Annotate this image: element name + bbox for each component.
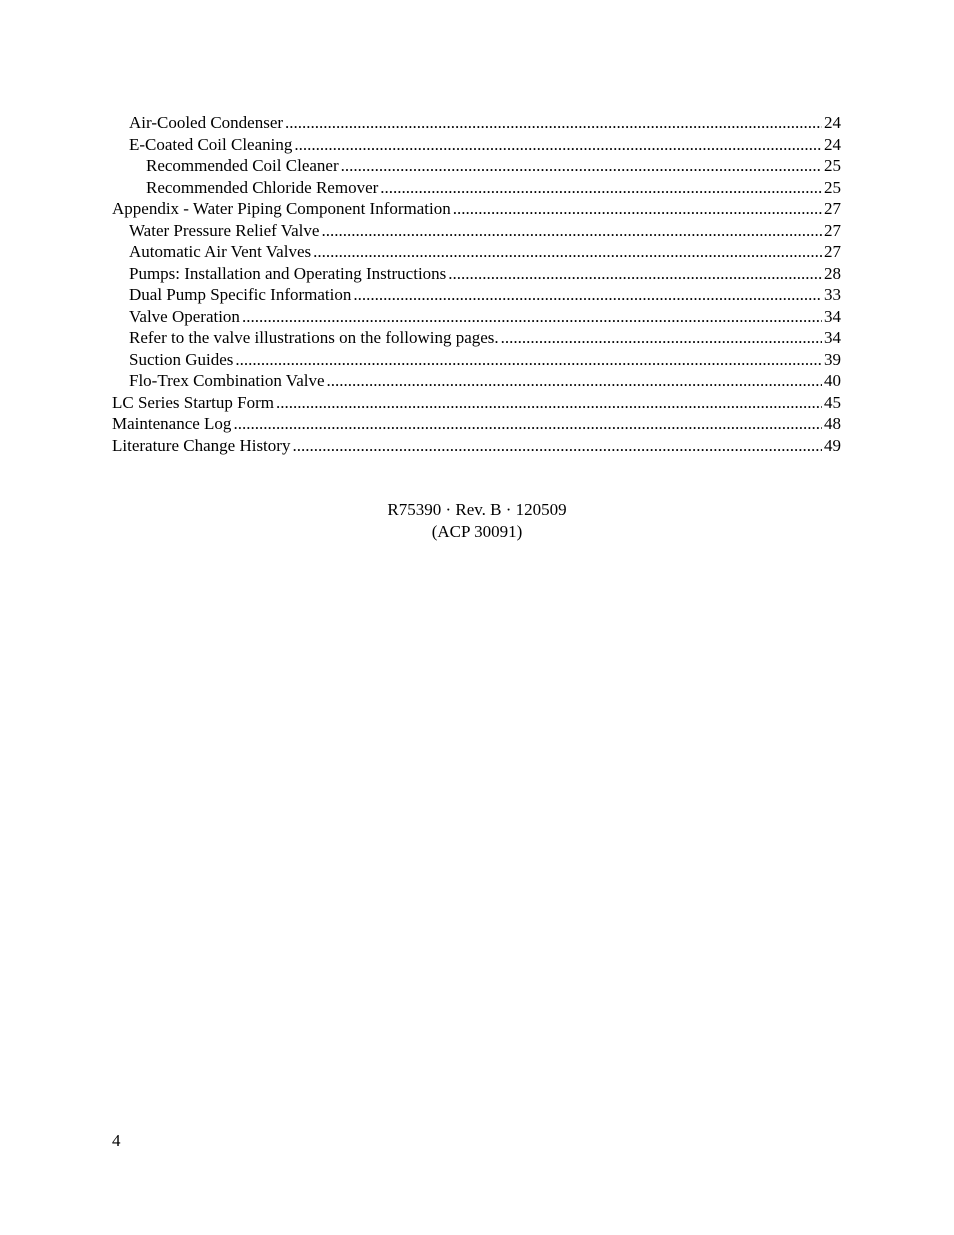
toc-entry[interactable] — [112, 263, 841, 285]
toc-entry-title: Recommended Chloride Remover — [146, 177, 379, 197]
toc-entry-page: 27 — [824, 242, 841, 261]
toc-entry-title: Maintenance Log — [112, 414, 232, 433]
toc-leader-dots — [313, 241, 822, 263]
toc-entry-page: 39 — [824, 349, 841, 369]
toc-entry-page: 34 — [824, 328, 841, 347]
toc-entry-page: 49 — [824, 435, 841, 455]
toc-entry-page: 28 — [824, 263, 841, 283]
toc-entry[interactable] — [112, 112, 841, 134]
toc-leader-dots — [341, 155, 822, 177]
toc-leader-dots — [285, 112, 822, 134]
toc-entry-page: 27 — [824, 199, 841, 218]
toc-entry[interactable] — [112, 284, 841, 306]
toc-entry-page: 27 — [824, 220, 841, 240]
toc-entry-page: 48 — [824, 414, 841, 433]
toc-entry-title: Automatic Air Vent Valves — [129, 242, 312, 261]
toc-leader-dots — [380, 177, 822, 199]
toc-leader-dots — [448, 263, 822, 285]
toc-entry-page: 40 — [824, 371, 841, 390]
toc-entry[interactable] — [112, 220, 841, 242]
toc-entry-title: LC Series Startup Form — [112, 392, 274, 412]
toc-entry[interactable] — [112, 134, 841, 156]
toc-entry-title: Appendix - Water Piping Component Information — [112, 199, 451, 218]
toc-leader-dots — [501, 327, 822, 349]
toc-entry[interactable] — [112, 177, 841, 199]
toc-leader-dots — [292, 435, 822, 457]
toc-entry-title: Dual Pump Specific Information — [129, 285, 352, 304]
toc-entry-page: 45 — [824, 392, 841, 412]
toc-entry[interactable] — [112, 349, 841, 371]
toc-entry-title: Recommended Coil Cleaner — [146, 156, 339, 175]
toc-leader-dots — [235, 349, 822, 371]
toc-leader-dots — [321, 220, 822, 242]
toc-entry-page: 33 — [824, 285, 841, 304]
toc-entry[interactable] — [112, 306, 841, 328]
toc-entry-page: 24 — [824, 134, 841, 154]
toc-entry-title: E-Coated Coil Cleaning — [129, 134, 293, 154]
toc-entry-page: 24 — [824, 113, 841, 132]
toc-entry[interactable] — [112, 198, 841, 220]
page-number: 4 — [112, 1131, 121, 1150]
toc-leader-dots — [276, 392, 822, 414]
toc-leader-dots — [353, 284, 822, 306]
toc-entry[interactable] — [112, 370, 841, 392]
toc-entry[interactable] — [112, 413, 841, 435]
toc-entry-title: Refer to the valve illustrations on the following pages. — [129, 328, 499, 347]
toc-entry[interactable] — [112, 241, 841, 263]
toc-leader-dots — [242, 306, 822, 328]
toc-entry-page: 34 — [824, 306, 841, 326]
document-identifier — [0, 499, 954, 542]
toc-entry-title: Flo-Trex Combination Valve — [129, 371, 325, 390]
toc-leader-dots — [294, 134, 822, 156]
toc-leader-dots — [327, 370, 822, 392]
toc-entry-title: Suction Guides — [129, 349, 234, 369]
toc-entry[interactable] — [112, 327, 841, 349]
toc-entry[interactable] — [112, 435, 841, 457]
toc-leader-dots — [233, 413, 822, 435]
document-revision: R75390 · Rev. B · 120509 — [387, 500, 567, 519]
toc-entry[interactable] — [112, 392, 841, 414]
toc-entry-title: Valve Operation — [129, 306, 240, 326]
toc-entry[interactable] — [112, 155, 841, 177]
toc-entry-title: Water Pressure Relief Valve — [129, 220, 320, 240]
toc-entry-title: Pumps: Installation and Operating Instructions — [129, 263, 447, 283]
toc-leader-dots — [453, 198, 822, 220]
toc-entry-page: 25 — [824, 156, 841, 175]
toc-entry-title: Air-Cooled Condenser — [129, 113, 284, 132]
table-of-contents — [112, 112, 841, 456]
document-acp-number: (ACP 30091) — [431, 521, 523, 541]
toc-entry-title: Literature Change History — [112, 435, 291, 455]
toc-entry-page: 25 — [824, 177, 841, 197]
